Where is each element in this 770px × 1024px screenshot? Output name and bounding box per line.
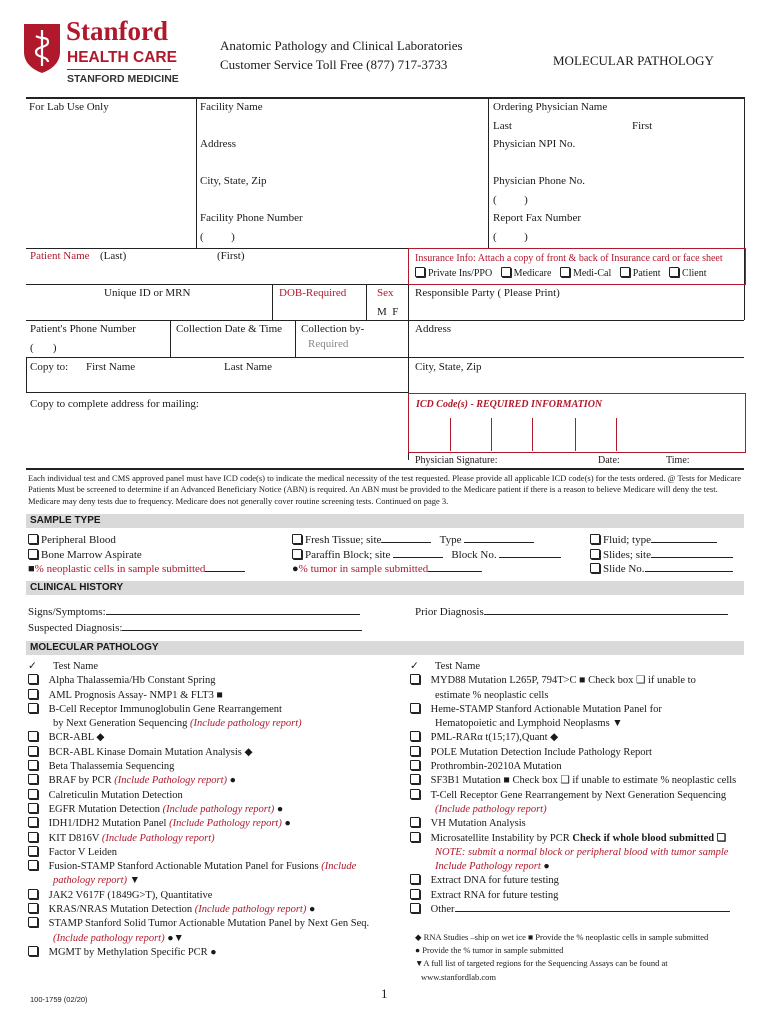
test-note: (Include Pathology report) (101, 832, 215, 844)
checkbox[interactable] (669, 267, 679, 277)
test-name: by Next Generation Sequencing (53, 718, 191, 730)
tumor-percent-field[interactable]: ●% tumor in sample submitted (292, 562, 561, 577)
legend (415, 931, 708, 984)
copy-complete-label[interactable]: Copy to complete address for mailing: (30, 398, 199, 410)
test-name: EGFR Mutation Detection (48, 803, 163, 815)
test-name: STAMP Stanford Solid Tumor Actionable Mutation Panel by Next Gen Seq. (48, 918, 370, 930)
stanford-logo (22, 16, 182, 90)
symbol: ● (281, 818, 291, 830)
test-item[interactable] (410, 774, 746, 788)
responsible-party-label[interactable]: Responsible Party ( Please Print) (415, 287, 560, 299)
ins-opt-client[interactable]: Client (669, 268, 706, 279)
checkbox[interactable] (28, 832, 38, 842)
right-test-list (410, 660, 746, 917)
symbol: ● (274, 803, 284, 815)
ins-opt-medicare[interactable]: Medicare (501, 268, 552, 279)
test-name: BCR-ABL Kinase Domain Mutation Analysis ◆ (48, 746, 253, 758)
test-note: (Include Pathology report) (114, 775, 228, 787)
test-name: POLE Mutation Detection Include Pathology Report (430, 746, 652, 758)
test-name: AML Prognosis Assay- NMP1 & FLT3 ■ (48, 689, 223, 701)
whole-blood-check[interactable]: Check if whole blood submitted ❑ (572, 832, 727, 844)
icd-notice: Each individual test and CMS approved panel must have ICD code(s) to indicate the medical necessity of the test requested. Please provide all applicable ICD code(s) for the tests ordered. @ Tests for Medicare Patients Must be screened to determine if an Advanced Beneficiary Notice (ABN) is required. An ABN must be provided to the Medicare patient if there is a reason to believe Medicare will deny the test. Medicare may deny tests due to frequency. Medicare does not generally cover routine screening tests. Continued on page 3. (28, 473, 742, 506)
sample-col2 (292, 533, 561, 577)
test-note: (Include pathology report) (435, 803, 547, 815)
test-name: PML-RARα t(15;17),Quant ◆ (430, 732, 559, 744)
test-item[interactable] (28, 703, 408, 717)
checkbox[interactable] (590, 563, 600, 573)
checkbox[interactable] (28, 703, 38, 713)
peripheral-blood-option[interactable]: Peripheral Blood (28, 533, 245, 548)
last-label: Last (493, 120, 512, 132)
checkbox[interactable] (410, 903, 420, 913)
npi-label[interactable]: Physician NPI No. (493, 138, 576, 150)
test-item[interactable] (28, 774, 408, 788)
test-item[interactable] (410, 760, 746, 774)
legend-line: ● Provide the % tumor in sample submitted (415, 945, 564, 956)
test-name-header: Test Name (53, 661, 99, 672)
test-name: JAK2 V617F (1849G>T), Quantitative (48, 889, 213, 901)
unique-id-label[interactable]: Unique ID or MRN (104, 287, 191, 299)
test-note: (Include (321, 861, 357, 873)
fluid-option[interactable]: Fluid; type (590, 533, 733, 548)
test-item-continuation (28, 717, 408, 731)
test-name: MYD88 Mutation L265P, 794T>C ■ Check box ❑ if unable to (430, 675, 696, 687)
address-label[interactable]: Address (200, 138, 237, 150)
test-note: (Include pathology report) (53, 932, 165, 944)
paraffin-block-option[interactable]: Paraffin Block; site Block No. (292, 548, 561, 563)
checkbox[interactable] (28, 674, 38, 684)
test-name: BCR-ABL ◆ (48, 732, 105, 744)
test-name: Alpha Thalassemia/Hb Constant Spring (48, 675, 216, 687)
brand-sub1: HEALTH CARE (67, 49, 177, 66)
test-item[interactable] (28, 889, 408, 903)
ins-opt-patient[interactable]: Patient (620, 268, 661, 279)
checkbox[interactable] (410, 703, 420, 713)
physician-phone-label[interactable]: Physician Phone No. (493, 175, 585, 187)
test-item-continuation (410, 846, 746, 860)
slide-no-option[interactable]: Slide No. (590, 562, 733, 577)
test-name: Other (430, 904, 455, 916)
insurance-info: Insurance Info: Attach a copy of front & back of Insurance card or face sheet (415, 253, 723, 264)
address2-label[interactable]: Address (415, 323, 452, 335)
checkbox[interactable] (28, 689, 38, 699)
test-item-continuation (28, 874, 408, 888)
symbol: ● (540, 861, 550, 873)
page-number: 1 (381, 986, 388, 1001)
header-line2: Customer Service Toll Free (877) 717-3733 (220, 57, 448, 72)
brand-name: Stanford (66, 16, 169, 46)
test-item[interactable] (410, 874, 746, 888)
symbol: ▼ (126, 875, 141, 887)
header-line1: Anatomic Pathology and Clinical Laboratories (220, 38, 463, 53)
checkbox[interactable] (28, 731, 38, 741)
sex-label: Sex (377, 287, 394, 299)
test-name: Factor V Leiden (48, 846, 118, 858)
last-paren-label: (Last) (100, 250, 127, 262)
test-item[interactable] (28, 746, 408, 760)
neoplastic-cells-field[interactable]: ■% neoplastic cells in sample submitted (28, 562, 245, 577)
copy-first-name[interactable]: First Name (86, 361, 136, 373)
test-note: (Include Pathology report) (169, 818, 282, 830)
checkbox[interactable] (410, 817, 420, 827)
first-label: First (632, 120, 653, 132)
checkbox[interactable] (28, 549, 38, 559)
checkbox[interactable] (28, 534, 38, 544)
checkbox[interactable] (410, 832, 420, 842)
checkbox[interactable] (292, 534, 302, 544)
test-name: T-Cell Receptor Gene Rearrangement by Next Generation Sequencing (430, 789, 727, 801)
test-name: SF3B1 Mutation ■ Check box ❑ if unable to estimate % neoplastic cells (430, 775, 737, 787)
checkbox[interactable] (590, 549, 600, 559)
test-name: VH Mutation Analysis (430, 818, 526, 830)
test-item[interactable] (28, 903, 408, 917)
checkbox[interactable] (28, 817, 38, 827)
test-name: Microsatellite Instability by PCR (430, 832, 573, 844)
legend-line: ◆ RNA Studies –ship on wet ice ■ Provide the % neoplastic cells in sample submitted (415, 932, 709, 942)
sex-mf[interactable]: M F (377, 306, 399, 318)
test-item-continuation (410, 803, 746, 817)
signature-label[interactable]: Physician Signature: (415, 455, 498, 466)
checkbox[interactable] (410, 874, 420, 884)
collection-date-label[interactable]: Collection Date & Time (176, 323, 283, 335)
square-bullet-icon: ■ (28, 563, 35, 575)
test-item[interactable] (28, 860, 408, 874)
date-label[interactable]: Date: (598, 455, 620, 466)
test-note: (Include pathology report) (194, 904, 307, 916)
legend-line: ▼A full list of targeted regions for the Sequencing Assays can be found at (415, 958, 668, 969)
checkbox[interactable] (28, 846, 38, 856)
test-item[interactable] (410, 731, 746, 745)
checkbox[interactable] (28, 860, 38, 870)
test-item[interactable] (410, 832, 746, 846)
molecular-heading: MOLECULAR PATHOLOGY (26, 641, 744, 655)
sample-type-heading: SAMPLE TYPE (26, 514, 744, 528)
facility-phone-label[interactable]: Facility Phone Number (200, 212, 303, 224)
test-item[interactable] (410, 674, 746, 688)
test-name: MGMT by Methylation Specific PCR ● (48, 946, 217, 958)
test-item[interactable] (410, 703, 746, 717)
header-right: MOLECULAR PATHOLOGY (553, 53, 714, 68)
checkbox[interactable] (28, 803, 38, 813)
test-item[interactable] (28, 946, 408, 960)
test-item[interactable] (410, 889, 746, 903)
test-name: Beta Thalassemia Sequencing (48, 761, 175, 773)
checkbox[interactable] (410, 760, 420, 770)
test-note: (Include pathology report) (162, 803, 275, 815)
bone-marrow-option[interactable]: Bone Marrow Aspirate (28, 548, 245, 563)
test-name: IDH1/IDH2 Mutation Panel (48, 818, 170, 830)
left-test-list (28, 660, 408, 960)
test-item[interactable] (410, 903, 746, 917)
test-name: BRAF by PCR (48, 775, 115, 787)
symbol: ● (306, 904, 316, 916)
facility-name-label[interactable]: Facility Name (200, 101, 263, 113)
checkbox[interactable] (410, 731, 420, 741)
test-item-continuation (410, 689, 746, 703)
signs-field[interactable]: Signs/Symptoms: (28, 606, 360, 618)
test-name: Heme-STAMP Stanford Actionable Mutation Panel for (430, 703, 662, 715)
report-fax-label[interactable]: Report Fax Number (493, 212, 581, 224)
clinical-history-heading: CLINICAL HISTORY (26, 581, 744, 595)
facility-phone-paren: ( ) (200, 231, 235, 243)
checkbox[interactable] (410, 674, 420, 684)
ins-opt-private[interactable]: Private Ins/PPO (415, 268, 492, 279)
test-item[interactable] (28, 689, 408, 703)
test-name-header: Test Name (435, 661, 481, 672)
test-item[interactable] (410, 746, 746, 760)
test-item[interactable] (28, 832, 408, 846)
sample-col1 (28, 533, 245, 577)
city2-label[interactable]: City, State, Zip (415, 361, 482, 373)
legend-line: www.stanfordlab.com (421, 971, 496, 982)
checkbox[interactable] (620, 267, 630, 277)
test-note: pathology report) (53, 875, 127, 887)
test-name: B-Cell Receptor Immunoglobulin Gene Rearrangement (48, 703, 282, 715)
checkbox[interactable] (28, 889, 38, 899)
slides-option[interactable]: Slides; site (590, 548, 733, 563)
checkbox[interactable] (410, 746, 420, 756)
checkbox[interactable] (28, 746, 38, 756)
shield-logo-icon (22, 22, 62, 74)
prior-diagnosis-field[interactable]: Prior Diagnosis (415, 606, 728, 618)
test-item[interactable] (28, 760, 408, 774)
ordering-physician-label[interactable]: Ordering Physician Name (493, 101, 608, 113)
checkbox[interactable] (410, 774, 420, 784)
test-item[interactable] (28, 917, 408, 931)
insurance-options (415, 267, 707, 279)
fresh-tissue-option[interactable]: Fresh Tissue; site Type (292, 533, 561, 548)
test-name: Extract DNA for future testing (430, 875, 559, 887)
check-mark: ✓ (410, 661, 419, 672)
form-number: 100-1759 (02/20) (30, 995, 88, 1004)
test-name: estimate % neoplastic cells (435, 689, 549, 701)
first-paren-label: (First) (217, 250, 245, 262)
copy-to-label: Copy to: (30, 361, 69, 373)
test-name: Prothrombin-20210A Mutation (430, 761, 562, 773)
checkbox[interactable] (415, 267, 425, 277)
checkbox[interactable] (410, 889, 420, 899)
lab-use-label: For Lab Use Only (29, 101, 109, 113)
brand-sub2: STANFORD MEDICINE (67, 73, 179, 85)
checkbox[interactable] (501, 267, 511, 277)
ins-opt-medical[interactable]: Medi-Cal (560, 268, 611, 279)
city-label[interactable]: City, State, Zip (200, 175, 267, 187)
checkbox[interactable] (28, 946, 38, 956)
checkbox[interactable] (28, 760, 38, 770)
test-note: NOTE: submit a normal block or peripheral blood with tumor sample (435, 846, 729, 858)
copy-last-name[interactable]: Last Name (224, 361, 272, 373)
collection-by-label[interactable]: Collection by- (301, 323, 365, 335)
test-item[interactable] (28, 731, 408, 745)
patient-name-label[interactable]: Patient Name (30, 250, 90, 262)
collection-required: Required (308, 338, 349, 350)
checkbox[interactable] (292, 549, 302, 559)
test-item-continuation (28, 932, 408, 946)
patient-phone-label[interactable]: Patient's Phone Number (30, 323, 136, 335)
symbol: ●▼ (164, 932, 184, 944)
time-label[interactable]: Time: (666, 455, 690, 466)
test-note: (Include pathology report) (190, 718, 302, 730)
sample-col3 (590, 533, 733, 577)
test-item[interactable] (28, 803, 408, 817)
checkbox[interactable] (28, 789, 38, 799)
test-name: KRAS/NRAS Mutation Detection (48, 904, 195, 916)
checkbox[interactable] (410, 789, 420, 799)
test-item-continuation (410, 860, 746, 874)
test-item-continuation (410, 717, 746, 731)
test-item[interactable] (28, 817, 408, 831)
test-note: Include Pathology report (435, 861, 541, 873)
test-name: Fusion-STAMP Stanford Actionable Mutation Panel for Fusions (48, 861, 322, 873)
dob-label[interactable]: DOB-Required (279, 287, 347, 299)
checkbox[interactable] (560, 267, 570, 277)
test-name: Calreticulin Mutation Detection (48, 789, 183, 801)
check-mark: ✓ (28, 661, 37, 672)
test-item[interactable] (410, 817, 746, 831)
checkbox[interactable] (28, 774, 38, 784)
test-item[interactable] (28, 846, 408, 860)
test-item[interactable] (28, 674, 408, 688)
circle-bullet-icon: ● (292, 563, 299, 575)
test-item[interactable] (410, 789, 746, 803)
test-name: Extract RNA for future testing (430, 889, 559, 901)
suspected-field[interactable]: Suspected Diagnosis: (28, 622, 362, 634)
test-name: Hematopoietic and Lymphoid Neoplasms ▼ (435, 718, 623, 730)
report-fax-paren: ( ) (493, 231, 528, 243)
patient-phone-paren: ( ) (30, 342, 57, 354)
checkbox[interactable] (28, 903, 38, 913)
symbol: ● (227, 775, 236, 787)
physician-phone-paren: ( ) (493, 194, 528, 206)
test-item[interactable] (28, 789, 408, 803)
checkbox[interactable] (28, 917, 38, 927)
checkbox[interactable] (590, 534, 600, 544)
icd-label[interactable]: ICD Code(s) - REQUIRED INFORMATION (416, 399, 603, 410)
test-name: KIT D816V (48, 832, 102, 844)
